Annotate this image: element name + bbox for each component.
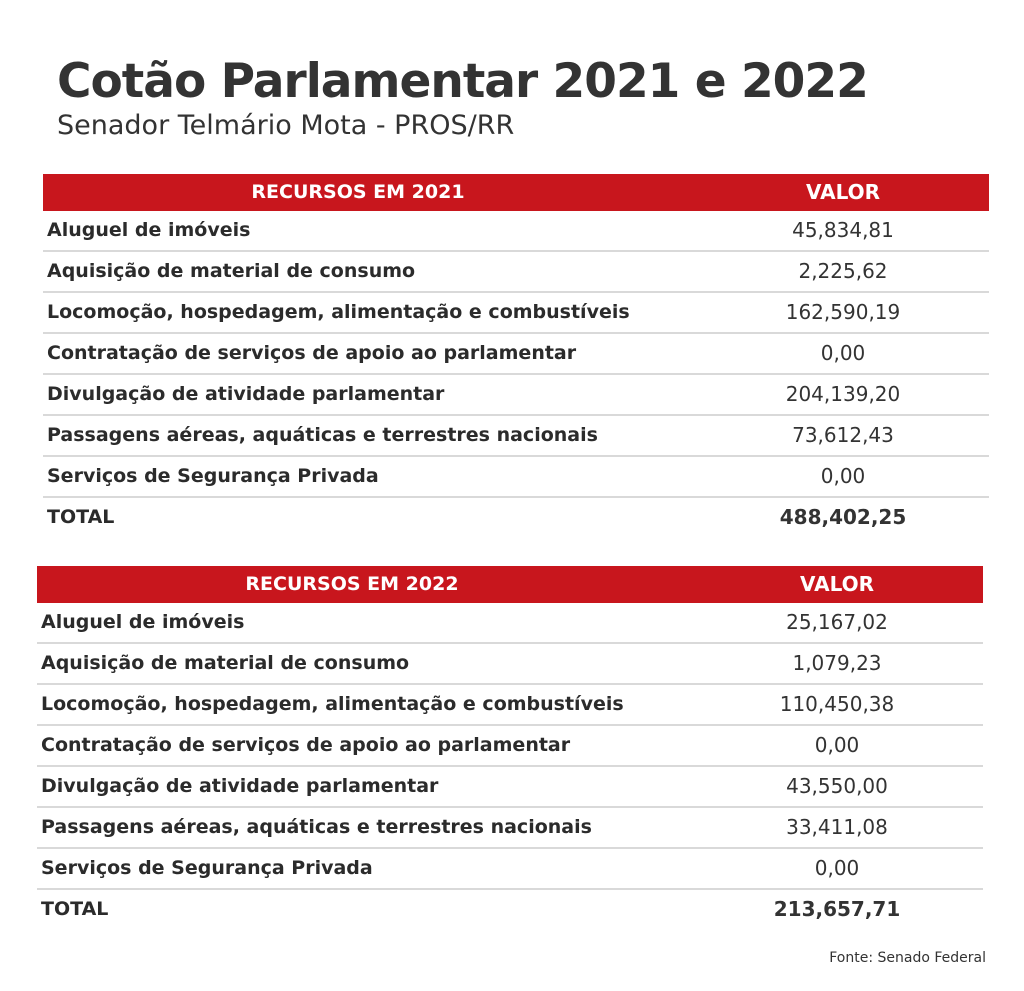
- table-row: [43, 416, 989, 457]
- page-subtitle: Senador Telmário Mota - PROS/RR: [57, 110, 515, 141]
- row-value: 1,079,23: [792, 651, 882, 675]
- table-row: [43, 211, 989, 252]
- row-value: 25,167,02: [786, 610, 888, 634]
- table-row: [37, 849, 983, 890]
- column-header-resources: RECURSOS EM 2021: [251, 181, 465, 203]
- row-value: 2,225,62: [798, 259, 888, 283]
- row-value: 0,00: [820, 464, 866, 488]
- table-row: [37, 685, 983, 726]
- row-value: 110,450,38: [779, 692, 895, 716]
- table-2022: [37, 566, 983, 931]
- table-total-row: [37, 890, 983, 931]
- row-category: Divulgação de atividade parlamentar: [41, 775, 439, 797]
- table-row: [43, 375, 989, 416]
- row-value: 0,00: [814, 856, 860, 880]
- table-row: [43, 293, 989, 334]
- row-category: Divulgação de atividade parlamentar: [47, 383, 445, 405]
- row-value: 204,139,20: [785, 382, 901, 406]
- column-header-value: VALOR: [805, 180, 881, 204]
- row-category: Contratação de serviços de apoio ao parlamentar: [47, 342, 577, 364]
- table-total-row: [43, 498, 989, 539]
- row-value: 43,550,00: [786, 774, 888, 798]
- table-row: [43, 457, 989, 498]
- row-category: Contratação de serviços de apoio ao parlamentar: [41, 734, 571, 756]
- row-category: Serviços de Segurança Privada: [41, 857, 373, 879]
- source-credit: Fonte: Senado Federal: [829, 950, 986, 966]
- row-category: Locomoção, hospedagem, alimentação e combustíveis: [41, 693, 624, 715]
- row-category: Serviços de Segurança Privada: [47, 465, 379, 487]
- row-category: Aquisição de material de consumo: [41, 652, 410, 674]
- row-value: 45,834,81: [792, 218, 894, 242]
- table-row: [37, 808, 983, 849]
- total-label: TOTAL: [41, 898, 109, 920]
- page-title: Cotão Parlamentar 2021 e 2022: [57, 54, 868, 109]
- row-category: Aquisição de material de consumo: [47, 260, 416, 282]
- total-label: TOTAL: [47, 506, 115, 528]
- table-row: [43, 334, 989, 375]
- row-category: Passagens aéreas, aquáticas e terrestres nacionais: [47, 424, 598, 446]
- table-row: [43, 252, 989, 293]
- table-header: [37, 566, 983, 603]
- row-value: 0,00: [814, 733, 860, 757]
- row-category: Locomoção, hospedagem, alimentação e combustíveis: [47, 301, 630, 323]
- table-row: [37, 603, 983, 644]
- table-row: [37, 644, 983, 685]
- row-category: Aluguel de imóveis: [41, 611, 245, 633]
- table-header: [43, 174, 989, 211]
- row-value: 162,590,19: [785, 300, 901, 324]
- table-2021: [43, 174, 989, 539]
- table-row: [37, 726, 983, 767]
- row-category: Aluguel de imóveis: [47, 219, 251, 241]
- column-header-value: VALOR: [799, 572, 875, 596]
- row-value: 0,00: [820, 341, 866, 365]
- table-row: [37, 767, 983, 808]
- row-value: 73,612,43: [792, 423, 894, 447]
- column-header-resources: RECURSOS EM 2022: [245, 573, 459, 595]
- total-value: 213,657,71: [773, 897, 901, 921]
- total-value: 488,402,25: [779, 505, 907, 529]
- row-category: Passagens aéreas, aquáticas e terrestres nacionais: [41, 816, 592, 838]
- row-value: 33,411,08: [786, 815, 888, 839]
